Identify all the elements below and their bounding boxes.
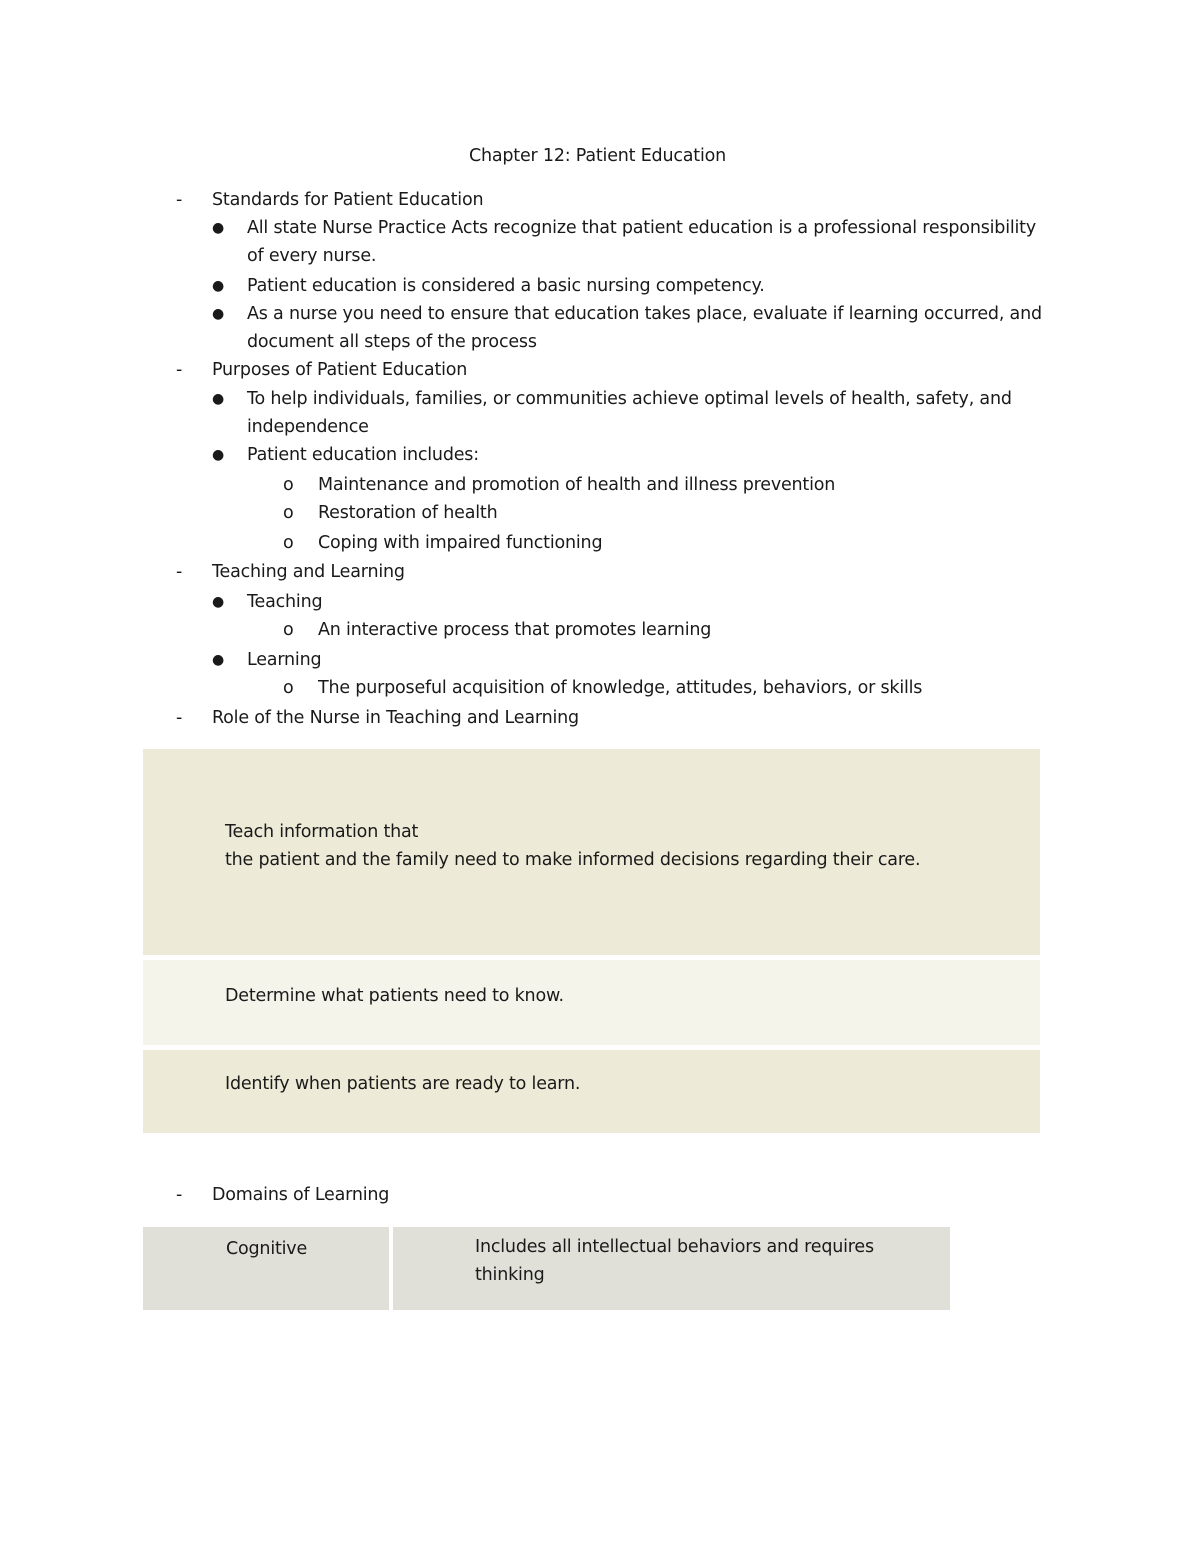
section-heading-purposes: Purposes of Patient Education	[212, 360, 468, 380]
bullet-icon: ●	[212, 447, 225, 463]
bullet-icon: ●	[212, 278, 225, 294]
circle-bullet-icon: o	[283, 678, 294, 698]
sub-list-item: An interactive process that promotes learning	[318, 620, 712, 640]
list-item-text: Patient education is considered a basic nursing competency.	[247, 276, 765, 296]
domain-description-line: Includes all intellectual behaviors and requires	[475, 1237, 874, 1257]
list-item-learning: Learning	[247, 650, 322, 670]
bullet-icon: ●	[212, 391, 225, 407]
list-item-text: As a nurse you need to ensure that education takes place, evaluate if learning occurred, and	[247, 304, 1042, 324]
dash-marker: -	[176, 708, 183, 728]
sub-list-item: Restoration of health	[318, 503, 498, 523]
role-item-text: Determine what patients need to know.	[225, 986, 564, 1006]
circle-bullet-icon: o	[283, 620, 294, 640]
bullet-icon: ●	[212, 306, 225, 322]
domains-table	[143, 1227, 950, 1310]
role-item-band	[143, 749, 1040, 955]
role-item-text: the patient and the family need to make informed decisions regarding their care.	[225, 850, 921, 870]
circle-bullet-icon: o	[283, 503, 294, 523]
section-heading-standards: Standards for Patient Education	[212, 190, 484, 210]
list-item-text: independence	[247, 417, 369, 437]
sub-list-item: The purposeful acquisition of knowledge, attitudes, behaviors, or skills	[318, 678, 923, 698]
list-item-text: To help individuals, families, or communities achieve optimal levels of health, safety, and	[247, 389, 1012, 409]
dash-marker: -	[176, 190, 183, 210]
list-item-text: document all steps of the process	[247, 332, 537, 352]
dash-marker: -	[176, 562, 183, 582]
section-heading-role: Role of the Nurse in Teaching and Learning	[212, 708, 579, 728]
list-item-text: All state Nurse Practice Acts recognize that patient education is a professional responsibility	[247, 218, 1036, 238]
domain-description-line: thinking	[475, 1265, 545, 1285]
section-heading-domains: Domains of Learning	[212, 1185, 390, 1205]
role-item-text: Identify when patients are ready to learn.	[225, 1074, 581, 1094]
role-item-band	[143, 1050, 1040, 1133]
bullet-icon: ●	[212, 594, 225, 610]
role-item-band	[143, 960, 1040, 1045]
page-title: Chapter 12: Patient Education	[468, 146, 727, 166]
bullet-icon: ●	[212, 652, 225, 668]
role-item-text: Teach information that	[225, 822, 419, 842]
sub-list-item: Maintenance and promotion of health and illness prevention	[318, 475, 836, 495]
bullet-icon: ●	[212, 220, 225, 236]
section-heading-teaching-learning: Teaching and Learning	[212, 562, 405, 582]
circle-bullet-icon: o	[283, 533, 294, 553]
domain-name: Cognitive	[226, 1239, 308, 1259]
circle-bullet-icon: o	[283, 475, 294, 495]
sub-list-item: Coping with impaired functioning	[318, 533, 603, 553]
table-cell-domain	[143, 1227, 389, 1310]
dash-marker: -	[176, 1185, 183, 1205]
list-item-text: Patient education includes:	[247, 445, 479, 465]
list-item-text: of every nurse.	[247, 246, 377, 266]
dash-marker: -	[176, 360, 183, 380]
table-cell-description	[393, 1227, 950, 1310]
list-item-teaching: Teaching	[247, 592, 323, 612]
